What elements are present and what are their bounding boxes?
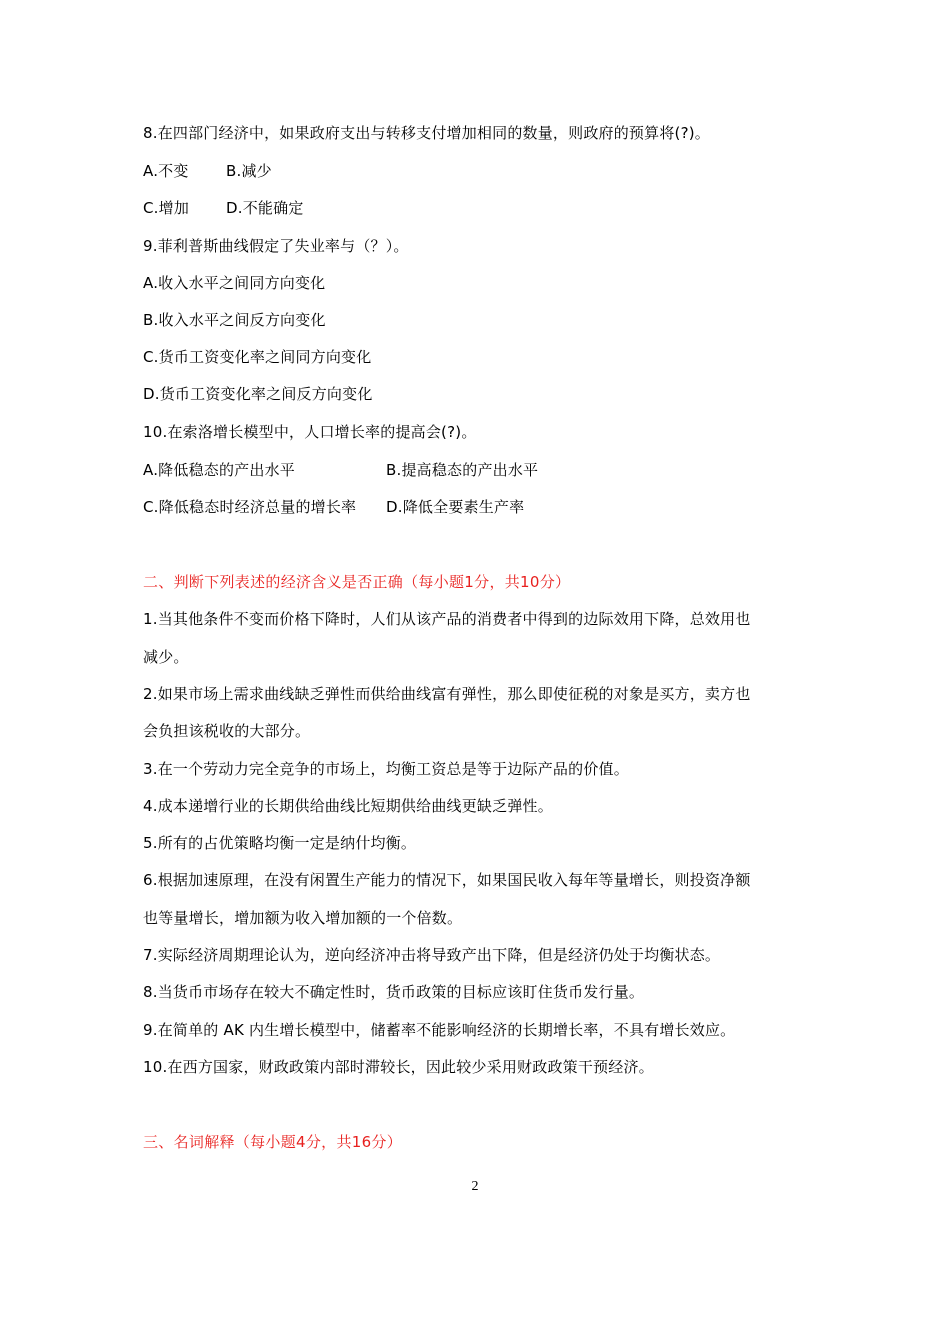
- question-10-option-d: D.降低全要素生产率: [386, 498, 525, 516]
- judgment-2-line-2: 会负担该税收的大部分。: [143, 722, 311, 740]
- question-9-stem: 9.菲利普斯曲线假定了失业率与（？）。: [143, 237, 409, 255]
- judgment-9: 9.在简单的 AK 内生增长模型中，储蓄率不能影响经济的长期增长率，不具有增长效应。: [143, 1021, 736, 1039]
- question-9-option-a: A.收入水平之间同方向变化: [143, 274, 326, 292]
- page-number: 2: [471, 1179, 479, 1194]
- question-10-options-row-1: [0, 460, 950, 480]
- question-10-stem: 10.在索洛增长模型中，人口增长率的提高会(?)。: [143, 423, 477, 441]
- judgment-6-line-2: 也等量增长，增加额为收入增加额的一个倍数。: [143, 909, 463, 927]
- question-10-options-row-2: [0, 497, 950, 517]
- question-8-option-b: B.减少: [226, 162, 272, 180]
- question-8-options-row-2: [0, 198, 950, 218]
- question-9-option-b: B.收入水平之间反方向变化: [143, 311, 326, 329]
- question-10-option-b: B.提高稳态的产出水平: [386, 461, 539, 479]
- judgment-4: 4.成本递增行业的长期供给曲线比短期供给曲线更缺乏弹性。: [143, 797, 553, 815]
- judgment-1-line-2: 减少。: [143, 648, 189, 666]
- question-10-option-a: A.降低稳态的产出水平: [143, 461, 295, 479]
- judgment-2-line-1: 2.如果市场上需求曲线缺乏弹性而供给曲线富有弹性，那么即使征税的对象是买方，卖方也: [143, 685, 751, 703]
- question-9-option-c: C.货币工资变化率之间同方向变化: [143, 348, 372, 366]
- section-2-title: 二、判断下列表述的经济含义是否正确（每小题1分，共10分）: [143, 573, 571, 591]
- section-3-title: 三、名词解释（每小题4分，共16分）: [143, 1133, 403, 1151]
- judgment-6-line-1: 6.根据加速原理，在没有闲置生产能力的情况下，如果国民收入每年等量增长，则投资净额: [143, 871, 751, 889]
- question-8-option-a: A.不变: [143, 162, 189, 180]
- judgment-5: 5.所有的占优策略均衡一定是纳什均衡。: [143, 834, 417, 852]
- question-9-option-d: D.货币工资变化率之间反方向变化: [143, 385, 373, 403]
- question-8-stem: 8.在四部门经济中，如果政府支出与转移支付增加相同的数量，则政府的预算将(?)。: [143, 124, 710, 142]
- judgment-10: 10.在西方国家，财政政策内部时滞较长，因此较少采用财政政策干预经济。: [143, 1058, 654, 1076]
- question-8-option-c: C.增加: [143, 199, 190, 217]
- question-10-option-c: C.降低稳态时经济总量的增长率: [143, 498, 357, 516]
- judgment-8: 8.当货币市场存在较大不确定性时，货币政策的目标应该盯住货币发行量。: [143, 983, 645, 1001]
- judgment-1-line-1: 1.当其他条件不变而价格下降时，人们从该产品的消费者中得到的边际效用下降，总效用也: [143, 610, 751, 628]
- question-8-option-d: D.不能确定: [226, 199, 304, 217]
- judgment-7: 7.实际经济周期理论认为，逆向经济冲击将导致产出下降，但是经济仍处于均衡状态。: [143, 946, 721, 964]
- judgment-3: 3.在一个劳动力完全竞争的市场上，均衡工资总是等于边际产品的价值。: [143, 760, 629, 778]
- question-8-options-row-1: [0, 161, 950, 181]
